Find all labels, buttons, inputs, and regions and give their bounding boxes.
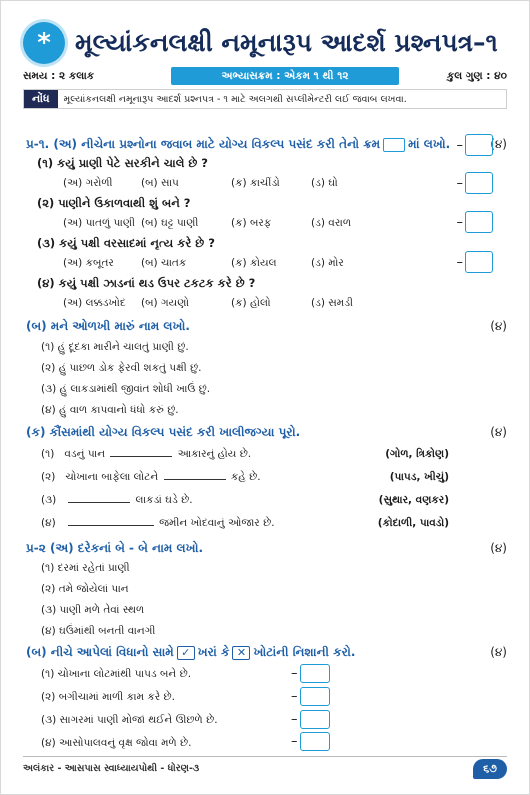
statement-item: (૪) આસોપાલવનું વૃક્ષ જોવા મળે છે. <box>41 737 192 749</box>
answer-box[interactable] <box>300 732 330 751</box>
fill-blank-item <box>41 517 275 530</box>
q1c-heading <box>26 425 507 440</box>
choice-hint: (પાપડ, ખીચું) <box>389 471 449 483</box>
mcq-answer-2[interactable]: – <box>457 172 494 194</box>
q1a-score: (૪) <box>490 137 507 151</box>
q2a-score: (૪) <box>490 541 507 555</box>
heading-answer-box-icon <box>383 138 405 152</box>
item-number: (૩) <box>41 494 57 506</box>
total-marks-label: કુલ ગુણ : ૪૦ <box>446 69 507 82</box>
checkmark-icon: ✓ <box>177 646 195 660</box>
mcq-options <box>63 297 353 310</box>
mcq-options <box>63 217 351 230</box>
q2b-heading-text: (બ) નીચે આપેલાં વિધાનો સામે <box>26 645 174 659</box>
fill-blank-item <box>41 448 251 461</box>
choice-hint: (કોદાળી, પાવડો) <box>377 517 449 529</box>
q2b-heading-mid: ખરાં કે <box>197 645 230 659</box>
true-false-answer[interactable]: – <box>291 687 330 706</box>
mcq-answer-1[interactable]: – <box>457 134 494 156</box>
mcq-answer-3[interactable]: – <box>457 211 494 233</box>
blank-field[interactable] <box>68 525 154 526</box>
answer-box[interactable] <box>300 687 330 706</box>
choice-hint: (સુથાર, વણકર) <box>378 494 449 506</box>
time-label: સમય : ૨ કલાક <box>23 69 95 82</box>
page-number: ૬૭ <box>473 759 507 779</box>
q2b-heading-suffix: ખોટાંની નિશાની કરો. <box>253 645 356 659</box>
statement-item: (૩) સાગરમાં પાણી મોજાં થઈને ઊછળે છે. <box>41 714 218 726</box>
statement-item: (૨) બગીચામાં માળી કામ કરે છે. <box>41 691 175 703</box>
true-false-answer[interactable]: – <box>291 732 330 751</box>
answer-box[interactable] <box>465 134 493 156</box>
item-number: (૨) <box>41 471 56 483</box>
list-item: (૨) તમે જોયેલાં પાન <box>41 583 129 595</box>
option-d: (ડ) મોર <box>311 257 344 269</box>
item-number: (૧) <box>41 448 55 460</box>
syllabus-label: અભ્યાસક્રમ : એકમ ૧ થી ૧૨ <box>171 67 399 85</box>
mcq-answer-4[interactable]: – <box>457 251 494 273</box>
list-item: (૩) હું લાકડામાંથી જીવાંત શોધી ખાઉં છું. <box>41 383 211 395</box>
note-bar <box>23 89 507 109</box>
item-prefix: ચોખાના બાફેલા લોટને <box>65 471 159 483</box>
q2a-heading <box>26 541 507 556</box>
blank-field[interactable] <box>68 502 130 503</box>
answer-box[interactable] <box>300 710 330 729</box>
item-prefix: વડનું પાન <box>64 448 106 460</box>
option-b: (બ) ચાતક <box>141 257 187 269</box>
mcq-question: (૧) કયું પ્રાણી પેટે સરકીને ચાલે છે ? <box>37 156 208 170</box>
fill-blank-item <box>41 471 261 484</box>
page-title: મૂલ્યાંકનલક્ષી નમૂનારૂપ આદર્શ પ્રશ્નપત્ર–૧ <box>75 28 498 57</box>
list-item: (૧) દરમાં રહેતાં પ્રાણી <box>41 562 130 574</box>
true-false-answer[interactable]: – <box>291 710 330 729</box>
q2b-heading <box>26 645 507 660</box>
q1b-score: (૪) <box>490 319 507 333</box>
fill-blank-item <box>41 494 193 507</box>
q1a-heading <box>26 137 507 152</box>
option-c: (ક) હોલો <box>231 297 271 309</box>
list-item: (૧) હું દૂદકા મારીને ચાલતું પ્રાણી છું. <box>41 341 189 353</box>
blank-field[interactable] <box>110 456 172 457</box>
option-d: (ડ) સમડી <box>311 297 353 309</box>
mcq-options <box>63 257 344 270</box>
mcq-question: (૪) કયું પક્ષી ઝાડનાં થડ ઉપર ટકટક કરે છે ? <box>37 276 256 290</box>
mcq-options <box>63 177 338 190</box>
q1c-heading-text: (ક) કૌંસમાંથી યોગ્ય વિકલ્પ પસંદ કરી ખાલીજગ્યા પૂરો. <box>26 425 301 439</box>
list-item: (૩) પાણી મળે તેવાં સ્થળ <box>41 604 145 616</box>
option-c: (ક) કાચીંડો <box>231 177 280 189</box>
star-icon: * <box>23 22 65 64</box>
true-false-answer[interactable]: – <box>291 664 330 683</box>
answer-box[interactable] <box>465 211 493 233</box>
item-suffix: કહે છે. <box>230 471 261 483</box>
answer-box[interactable] <box>300 664 330 683</box>
note-text: મૂલ્યાંકનલક્ષી નમૂનારૂપ આદર્શ પ્રશ્નપત્ર - ૧ માટે અલગથી સપ્લીમેન્ટરી લઈ જવાબ લખવા. <box>63 93 407 105</box>
answer-box[interactable] <box>465 251 493 273</box>
footer-text: અલંકાર - આસપાસ સ્વાધ્યાયપોથી - ધોરણ-૩ <box>23 763 200 774</box>
title-row <box>23 21 507 65</box>
answer-box[interactable] <box>465 172 493 194</box>
option-b: (બ) ઘટ્ટ પાણી <box>141 217 199 229</box>
item-number: (૪) <box>41 517 56 529</box>
note-tag: નોંધ <box>24 90 58 108</box>
option-d: (ડ) વરાળ <box>311 217 352 229</box>
q1c-score: (૪) <box>490 425 507 439</box>
option-c: (ક) કોયલ <box>231 257 277 269</box>
choice-hint: (ગોળ, ત્રિકોણ) <box>385 448 449 460</box>
mcq-question: (૨) પાણીને ઉકાળવાથી શું બને ? <box>37 196 191 210</box>
q1a-heading-text: પ્ર-૧. (અ) નીચેના પ્રશ્નોના જવાબ માટે યોગ્ય વિકલ્પ પસંદ કરી તેનો ક્રમ <box>26 137 381 151</box>
page-footer <box>23 756 507 780</box>
option-d: (ડ) ઘો <box>311 177 338 189</box>
q2a-heading-text: પ્ર-૨ (અ) દરેકનાં બે - બે નામ લખો. <box>26 541 204 555</box>
option-a: (અ) પાતળું પાણી <box>63 217 136 229</box>
meta-bar <box>23 67 507 85</box>
cross-icon: ✕ <box>232 646 250 660</box>
item-suffix: લાકડાં ઘડે છે. <box>135 494 193 506</box>
q1b-heading <box>26 319 507 334</box>
option-b: (બ) સાપ <box>141 177 179 189</box>
option-a: (અ) કબૂતર <box>63 257 114 269</box>
q1b-heading-text: (બ) મને ઓળખી મારું નામ લખો. <box>26 319 190 333</box>
mcq-question: (૩) કયું પક્ષી વરસાદમાં નૃત્ય કરે છે ? <box>37 236 215 250</box>
list-item: (૪) હું વાળ કાપવાનો ધંધો કરું છું. <box>41 404 179 416</box>
list-item: (૪) ઘઉંમાંથી બનતી વાનગી <box>41 625 156 637</box>
option-b: (બ) ગયણો <box>141 297 190 309</box>
option-c: (ક) બરફ <box>231 217 272 229</box>
item-suffix: જમીન ખોદવાનું ઓજાર છે. <box>159 517 275 529</box>
q2b-score: (૪) <box>490 645 507 659</box>
option-a: (અ) ગરોળી <box>63 177 113 189</box>
option-a: (અ) લક્કડખોદ <box>63 297 126 309</box>
q1a-heading-suffix: માં લખો. <box>408 137 451 151</box>
list-item: (૨) હું પાછળ ડોક ફેરવી શકતું પક્ષી છું. <box>41 362 202 374</box>
item-suffix: આકારનું હોય છે. <box>177 448 252 460</box>
statement-item: (૧) ચોખાના લોટમાંથી પાપડ બને છે. <box>41 668 192 680</box>
blank-field[interactable] <box>164 479 226 480</box>
